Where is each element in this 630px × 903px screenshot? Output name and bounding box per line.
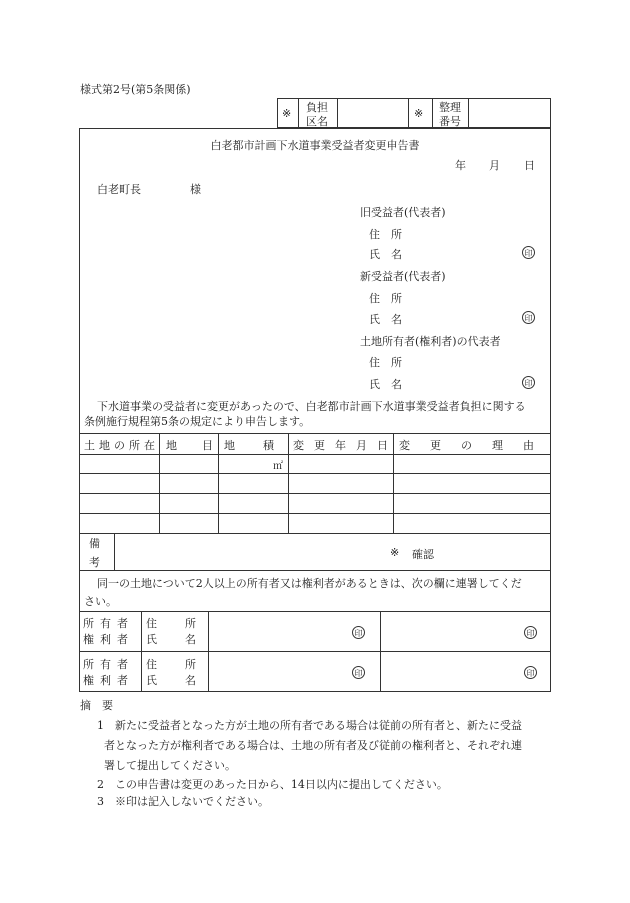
party-name-label: 氏 名 bbox=[369, 378, 402, 391]
date-month: 月 bbox=[489, 159, 500, 172]
party-address-label: 住 所 bbox=[369, 292, 402, 305]
remarks-label-2: 考 bbox=[89, 556, 100, 569]
seal-icon: 印 bbox=[524, 666, 537, 679]
cosign-field-address: 住所 bbox=[146, 617, 224, 630]
summary-item-2: 2 この申告書は変更のあった日から、14日以内に提出してください。 bbox=[97, 778, 448, 791]
party-address-label: 住 所 bbox=[369, 356, 402, 369]
seal-icon: 印 bbox=[524, 626, 537, 639]
table-header-location: 土地の所在 bbox=[84, 439, 159, 452]
confirmation-label: 確認 bbox=[412, 548, 434, 561]
reference-number-label-1: 整理 bbox=[439, 101, 461, 114]
burden-district-label-1: 負担 bbox=[306, 101, 328, 114]
cosign-role-rightholder: 権利者 bbox=[83, 633, 134, 646]
cosign-role-owner: 所有者 bbox=[83, 658, 134, 671]
table-header-land-category: 地目 bbox=[166, 439, 238, 452]
cosign-note-line-1: 同一の土地について2人以上の所有者又は権利者があるときは、次の欄に連署してくだ bbox=[97, 577, 522, 590]
reference-number-label-2: 番号 bbox=[439, 115, 461, 128]
date-day: 日 bbox=[524, 159, 535, 172]
form-title: 白老都市計画下水道事業受益者変更申告書 bbox=[210, 139, 420, 152]
cosign-role-owner: 所有者 bbox=[83, 617, 134, 630]
seal-icon: 印 bbox=[522, 376, 535, 389]
party-address-label: 住 所 bbox=[369, 228, 402, 241]
note-mark: ※ bbox=[414, 107, 424, 120]
summary-item-3: 3 ※印は記入しないでください。 bbox=[97, 795, 269, 808]
addressee-name: 白老町長 bbox=[97, 183, 141, 196]
seal-icon: 印 bbox=[352, 626, 365, 639]
note-mark: ※ bbox=[282, 107, 292, 120]
party-heading: 新受益者(代表者) bbox=[360, 270, 446, 283]
note-mark: ※ bbox=[390, 546, 400, 559]
remarks-label-1: 備 bbox=[89, 537, 100, 550]
seal-icon: 印 bbox=[352, 666, 365, 679]
party-name-label: 氏 名 bbox=[369, 313, 402, 326]
burden-district-label-2: 区名 bbox=[306, 115, 328, 128]
summary-heading: 摘 要 bbox=[80, 699, 113, 712]
party-heading: 旧受益者(代表者) bbox=[360, 206, 446, 219]
cosign-field-name: 氏名 bbox=[146, 633, 224, 646]
party-name-label: 氏 名 bbox=[369, 248, 402, 261]
cosign-field-address: 住所 bbox=[146, 658, 224, 671]
date-year: 年 bbox=[455, 159, 466, 172]
cosign-note-line-2: さい。 bbox=[84, 595, 117, 608]
form-label: 様式第2号(第5条関係) bbox=[80, 83, 191, 96]
area-unit: ㎡ bbox=[273, 461, 283, 472]
table-header-change-reason: 変更の理由 bbox=[399, 439, 554, 452]
seal-icon: 印 bbox=[522, 246, 535, 259]
summary-item-1-line-1: 1 新たに受益者となった方が土地の所有者である場合は従前の所有者と、新たに受益 bbox=[97, 719, 522, 732]
cosign-field-name: 氏名 bbox=[146, 674, 224, 687]
summary-item-1-line-3: 署して提出してください。 bbox=[104, 759, 236, 772]
party-heading: 土地所有者(権利者)の代表者 bbox=[360, 335, 501, 348]
cosign-role-rightholder: 権利者 bbox=[83, 674, 134, 687]
summary-item-1-line-2: 者となった方が権利者である場合は、土地の所有者及び従前の権利者と、それぞれ連 bbox=[104, 739, 522, 752]
seal-icon: 印 bbox=[522, 311, 535, 324]
table-header-change-date: 変更年月日 bbox=[293, 439, 398, 452]
addressee-honorific: 様 bbox=[190, 183, 201, 196]
declaration-line-1: 下水道事業の受益者に変更があったので、白老都市計画下水道事業受益者負担に関する bbox=[97, 400, 526, 413]
declaration-line-2: 条例施行規程第5条の規定により申告します。 bbox=[84, 415, 311, 428]
table-header-area: 地積 bbox=[224, 439, 302, 452]
